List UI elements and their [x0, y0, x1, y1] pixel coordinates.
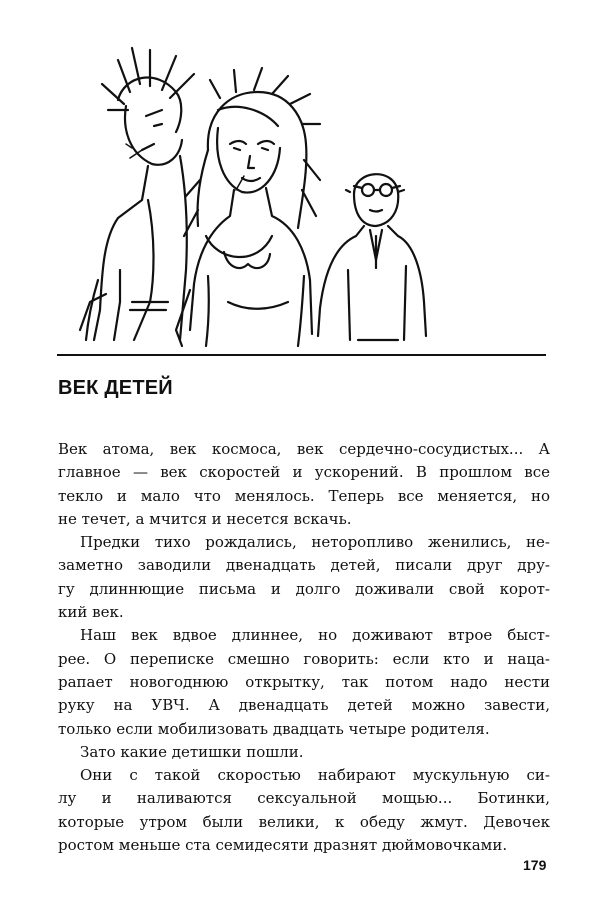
- text-line: заметно заводили двенадцать детей, писали друг дру-: [58, 556, 550, 575]
- page-number: 179: [523, 857, 547, 873]
- text-line: руку на УВЧ. А двенадцать детей можно завести,: [58, 696, 550, 715]
- text-line: Предки тихо рождались, неторопливо женились, не-: [80, 533, 550, 552]
- paragraph: [58, 741, 550, 764]
- text-line: текло и мало что менялось. Теперь все меняется, но: [58, 486, 550, 505]
- chapter-title: ВЕК ДЕТЕЙ: [58, 377, 173, 399]
- text-line: кий век.: [58, 603, 124, 622]
- text-line: рее. О переписке смешно говорить: если кто и нaца-: [58, 649, 550, 668]
- paragraph: [58, 624, 550, 740]
- text-line: ростом меньше ста семидесяти дразнят дюймовочками.: [58, 836, 508, 855]
- text-line: Зато какие детишки пошли.: [80, 742, 304, 761]
- cartoon-illustration: [58, 40, 558, 350]
- boy: [318, 174, 426, 340]
- text-line: главное — век скоростей и ускорений. В прошлом все: [58, 463, 550, 482]
- man-face: [125, 106, 182, 165]
- woman-hair: [184, 68, 320, 236]
- text-line: которые утром были велики, к обеду жмут. Девочек: [58, 812, 550, 831]
- paragraph: [58, 531, 550, 624]
- text-line: лу и наливаются сексуальной мощью... Ботинки,: [58, 789, 550, 808]
- paragraph: [58, 438, 550, 531]
- man-body: [80, 156, 187, 340]
- text-line: Век атома, век космоса, век сердечно-сосудистых... А: [58, 440, 550, 458]
- text-line: Они с такой скоростью набирают мускульную си-: [80, 766, 550, 785]
- text-line: гу длиннющие письма и долго доживали свой корот-: [58, 579, 550, 598]
- chapter-body: [58, 438, 550, 857]
- text-line: Наш век вдвое длиннее, но доживают втрое быст-: [80, 626, 550, 645]
- section-divider: [57, 354, 546, 356]
- text-line: только если мобилизовать двадцать четыре родителя.: [58, 719, 490, 738]
- woman-face: [217, 128, 280, 193]
- text-line: рапает новогоднюю открытку, так потом надо нести: [58, 672, 550, 691]
- paragraph: [58, 764, 550, 857]
- text-line: не течет, а мчится и несется вскачь.: [58, 509, 352, 528]
- man-hair: [102, 48, 194, 132]
